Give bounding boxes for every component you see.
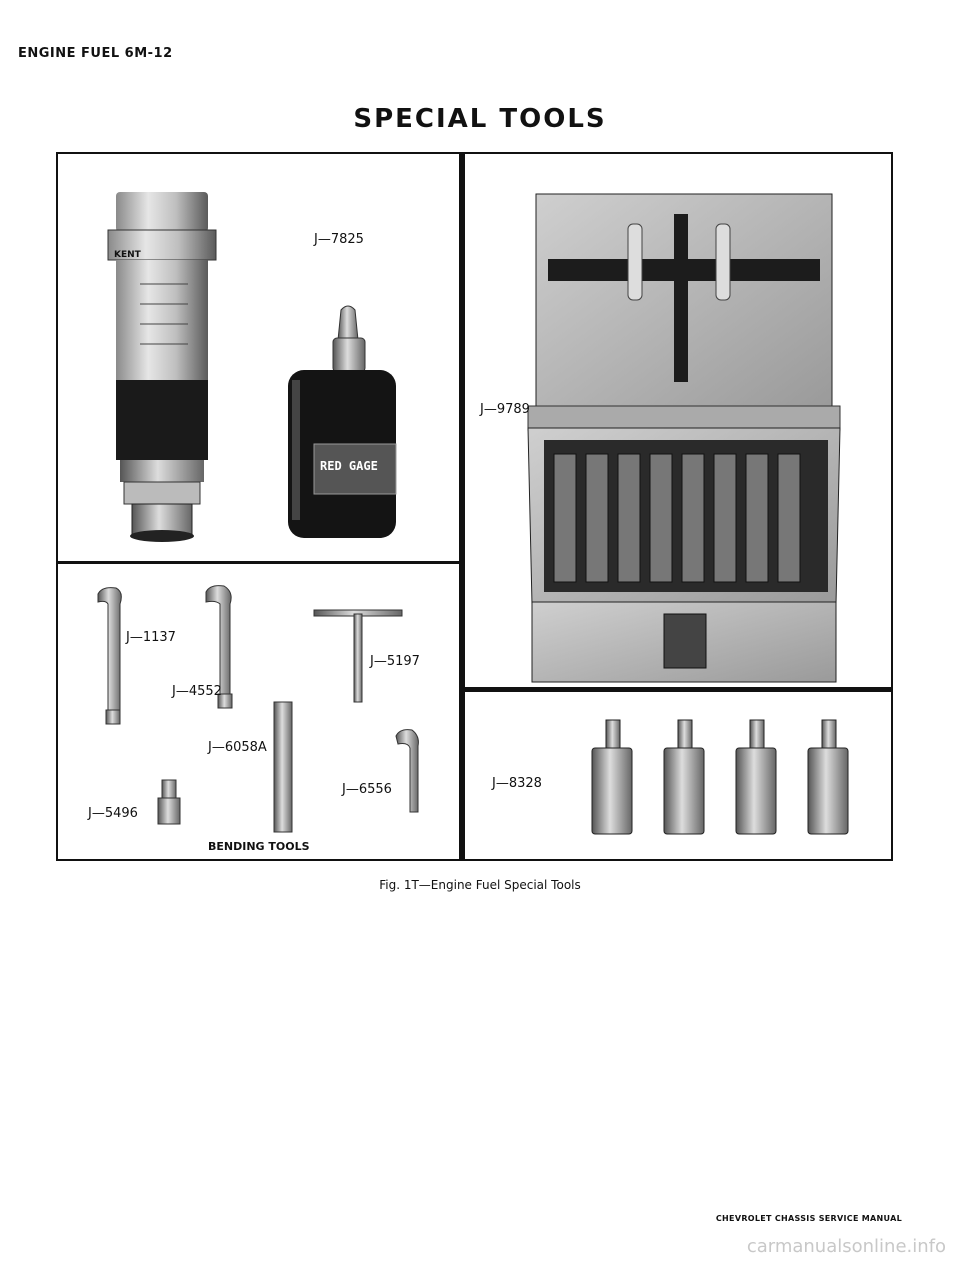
label-j5496: J—5496 xyxy=(88,806,138,821)
section-header: ENGINE FUEL 6M-12 xyxy=(18,46,173,61)
tool-box-kit xyxy=(528,194,840,682)
label-j6058a: J—6058A xyxy=(208,740,267,755)
label-j5197: J—5197 xyxy=(370,654,420,669)
label-j7825: J—7825 xyxy=(314,232,364,247)
bending-tools-label: BENDING TOOLS xyxy=(208,840,310,853)
hex-fittings xyxy=(592,720,848,834)
label-j8328: J—8328 xyxy=(492,776,542,791)
label-j1137: J—1137 xyxy=(126,630,176,645)
footer-manual-name: CHEVROLET CHASSIS SERVICE MANUAL xyxy=(715,1214,902,1223)
red-gage-bottle xyxy=(288,306,396,538)
bottle-text: RED GAGE xyxy=(320,459,378,473)
watermark: carmanualsonline.info xyxy=(746,1236,946,1257)
special-tools-figure xyxy=(56,152,893,861)
gauge-label: KENT xyxy=(114,250,141,260)
gauge-tube-tool xyxy=(108,192,216,542)
label-j9789: J—9789 xyxy=(480,402,530,417)
label-j4552: J—4552 xyxy=(172,684,222,699)
figure-caption: Fig. 1T—Engine Fuel Special Tools xyxy=(379,878,581,892)
page-title: SPECIAL TOOLS xyxy=(353,104,607,134)
label-j6556: J—6556 xyxy=(342,782,392,797)
tools-illustration xyxy=(58,154,891,859)
